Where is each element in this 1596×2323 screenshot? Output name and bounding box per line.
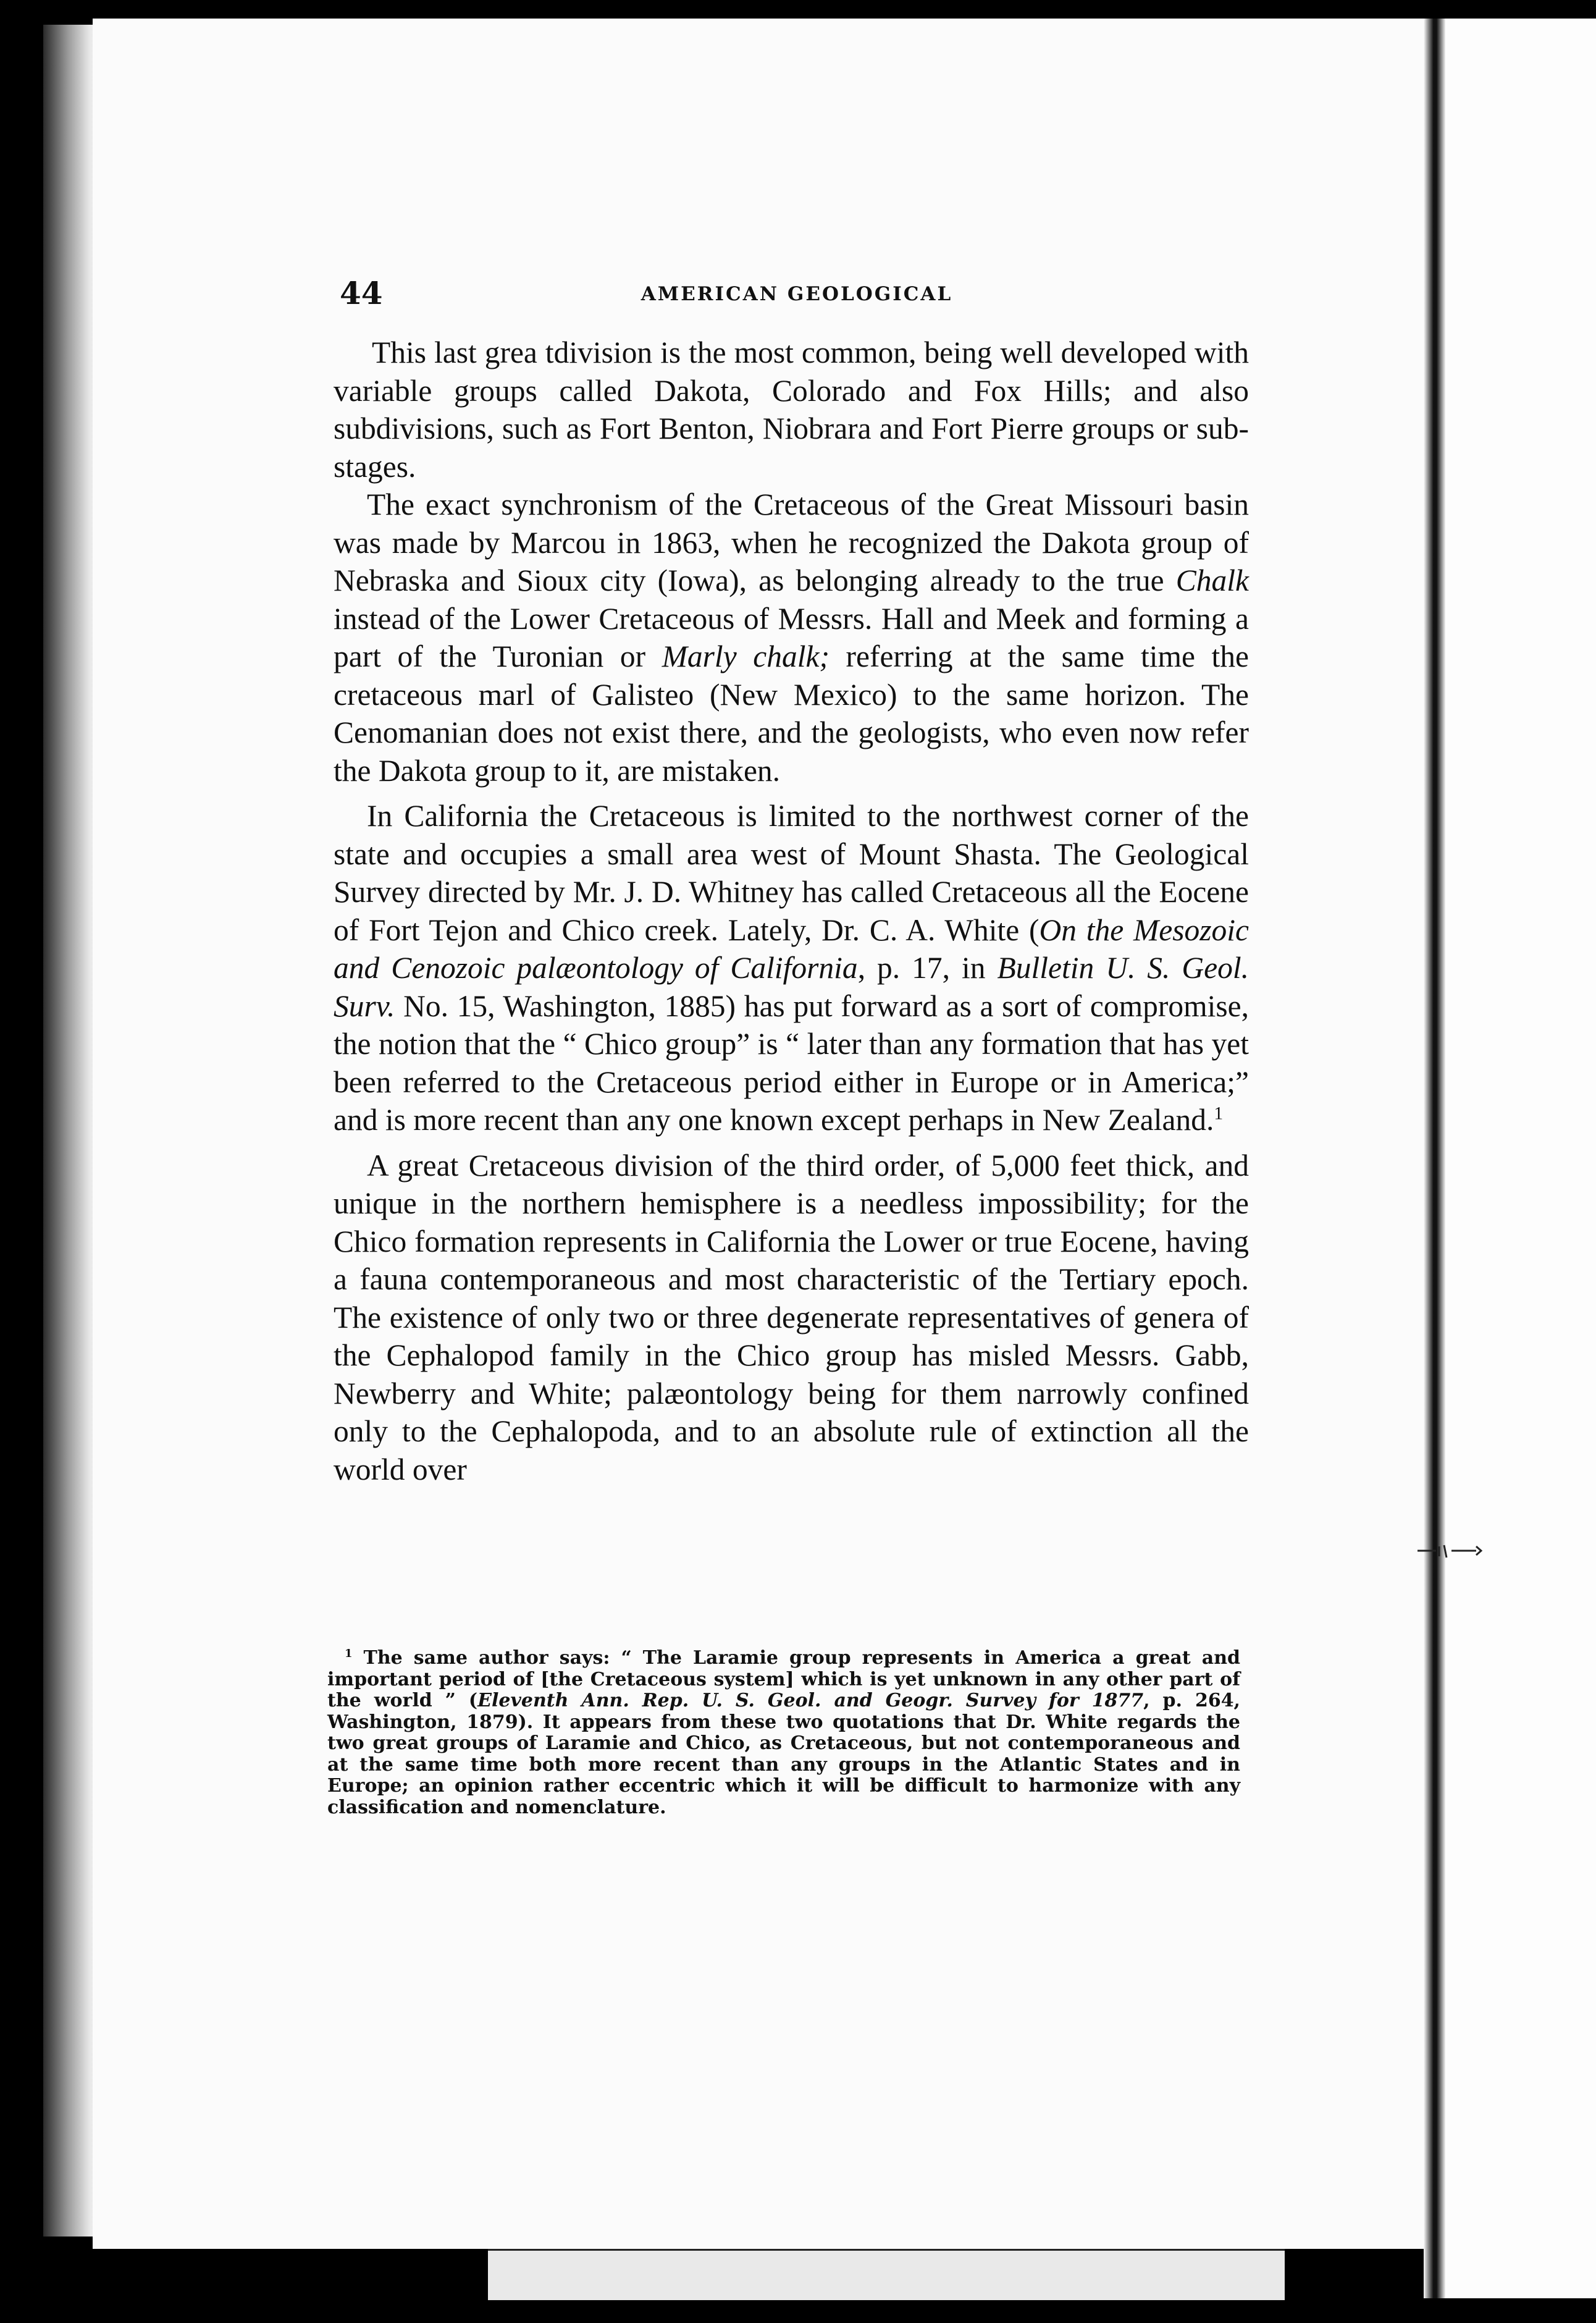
footnote-marker: 1 [345, 1647, 353, 1660]
paragraph-1: This last grea tdivision is the most common, being well developed with variable groups called Dakota, Colorado and Fox Hills; and also subdivisions, such as Fort Benton, Niobrara and Fort Pierre groups or sub-stages. [334, 335, 1249, 484]
running-header [340, 272, 1254, 315]
facing-page [1445, 19, 1596, 2298]
book-gutter [1424, 19, 1445, 2298]
footnote-text: $^1$ The same author says: “ The Laramie group represents in America a great and important period of [the Cretaceous system] which is yet unknown in any other part of the world ” (Eleventh Ann. Rep. U. S. Geol. and Geogr. Survey for 1877, p. 264, Washington, 1879). It appears from these two quotations that Dr. White regards the two great groups of Laramie and Chico, as Cretaceous, but not contemporaneous and at the same time both more recent than any groups in the Atlantic States and in Europe; an opinion rather eccentric which it will be difficult to harmonize with any classification and nomenclature. [327, 1647, 1241, 1818]
paragraph-3: In California the Cretaceous is limited to the northwest corner of the state and occupies a small area west of Mount Shasta. The Geological Survey directed by Mr. J. D. Whitney has called Cretaceous all the Eocene of Fort Tejon and Chico creek. Lately, Dr. C. A. White (On the Mesozoic and Cenozoic palæontology of California, p. 17, in Bulletin U. S. Geol. Surv. No. 15, Washington, 1885) has put forward as a sort of compromise, the notion that the “ Chico group” is “ later than any formation that has yet been referred to the Cretaceous period either in Europe or in America;” and is more recent than any one known except perhaps in New Zealand.$^1$ [334, 799, 1250, 1137]
running-head-title: AMERICAN GEOLOGICAL [640, 283, 953, 305]
italic-citation: Eleventh Ann. Rep. U. S. Geol. and Geogr. Survey for 1877 [477, 1690, 1144, 1711]
margin-mark-icon [1414, 1541, 1482, 1560]
body-text [334, 334, 1249, 1488]
footnote [327, 1648, 1240, 1818]
italic-citation: Bulletin U. S. Geol. Surv. [334, 951, 1250, 1023]
italic-citation: On the Mesozoic and Cenozoic palæontology of California [334, 913, 1249, 985]
italic-term: Marly chalk; [662, 639, 830, 673]
footnote-reference: 1 [1214, 1103, 1224, 1124]
paragraph-2: The exact synchronism of the Cretaceous of the Great Missouri basin was made by Marcou in 1863, when he recognized the Dakota group of Nebraska and Sioux city (Iowa), as belonging already to the true Chalk instead of the Lower Cretaceous of Messrs. Hall and Meek and forming a part of the Turonian or Marly chalk; referring at the same time the cretaceous marl of Galisteo (New Mexico) to the same horizon. The Cenomanian does not exist there, and the geologists, who even now refer the Dakota group to it, are mistaken. [334, 487, 1249, 788]
italic-term: Chalk [1175, 563, 1249, 597]
page-number: 44 [340, 275, 383, 311]
paragraph-4: A great Cretaceous division of the third order, of 5,000 feet thick, and unique in the northern hemisphere is a needless impossibility; for the Chico formation represents in California the Lower or true Eocene, having a fauna contemporaneous and most characteristic of the Tertiary epoch. The existence of only two or three degenerate representatives of genera of the Cephalopod family in the Chico group has misled Messrs. Gabb, Newberry and White; palæontology being for them narrowly confined only to the Cephalopoda, and to an absolute rule of extinction all the world over [334, 1148, 1249, 1486]
page-bottom-strip [488, 2249, 1285, 2300]
